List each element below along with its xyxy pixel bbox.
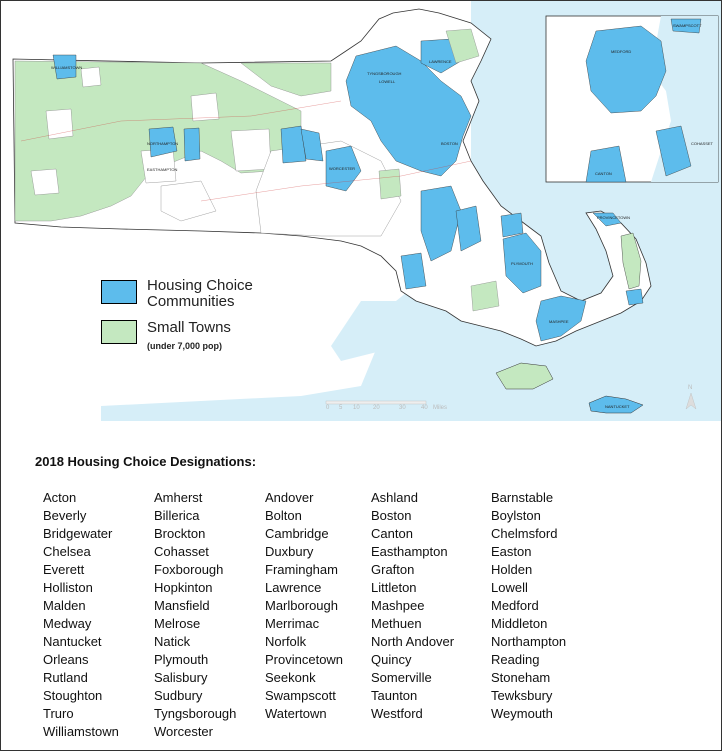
town-name: Middleton xyxy=(491,616,548,631)
town-name: Holliston xyxy=(43,580,93,595)
town-name: Northampton xyxy=(491,634,567,649)
label-easthampton: EASTHAMPTON xyxy=(147,167,178,172)
label-plymouth: PLYMOUTH xyxy=(511,261,533,266)
label-canton: CANTON xyxy=(595,171,612,176)
town-name: Worcester xyxy=(154,724,213,739)
town-name: Holden xyxy=(491,562,533,577)
legend-label-housing-choice-2: Communities xyxy=(147,293,235,310)
town-name: Westford xyxy=(371,706,423,721)
town-name: Tyngsborough xyxy=(154,706,237,721)
town-name: Brockton xyxy=(154,526,206,541)
label-northampton: NORTHAMPTON xyxy=(147,141,179,146)
st-east-2 xyxy=(379,169,401,199)
hc-amherst xyxy=(184,128,200,161)
town-name: Hopkinton xyxy=(154,580,213,595)
town-name: Mansfield xyxy=(154,598,210,613)
scale-label-30: 30 xyxy=(399,405,406,411)
designations-column-4 xyxy=(371,489,454,723)
town-name: Provincetown xyxy=(265,652,344,667)
town-name: Easton xyxy=(491,544,532,559)
town-name: Framingham xyxy=(265,562,338,577)
scale-label-40: 40 xyxy=(421,405,428,411)
town-name: Swampscott xyxy=(265,688,336,703)
town-name: Orleans xyxy=(43,652,89,667)
label-tyngsborough: TYNGSBOROUGH xyxy=(367,71,402,76)
town-name: Amherst xyxy=(154,490,203,505)
label-williamstown: WILLIAMSTOWN xyxy=(51,65,83,70)
scale-label-0: 0 xyxy=(326,405,330,411)
town-name: Boylston xyxy=(491,508,541,523)
town-name: Sudbury xyxy=(154,688,203,703)
town-name: Melrose xyxy=(154,616,201,631)
town-name: Williamstown xyxy=(43,724,119,739)
town-name: North Andover xyxy=(371,634,455,649)
town-name: Duxbury xyxy=(265,544,314,559)
scale-unit: Miles xyxy=(433,405,448,411)
town-name: Chelsea xyxy=(43,544,91,559)
label-lowell: LOWELL xyxy=(379,79,396,84)
designations-title: 2018 Housing Choice Designations: xyxy=(35,454,257,469)
town-name: Weymouth xyxy=(491,706,553,721)
town-name: Barnstable xyxy=(491,490,554,505)
scale-label-20: 20 xyxy=(373,405,380,411)
label-lawrence: LAWRENCE xyxy=(429,59,452,64)
town-name: Chelmsford xyxy=(491,526,558,541)
town-name: Medway xyxy=(43,616,92,631)
designations-column-1 xyxy=(43,489,119,741)
legend-label-small-towns: Small Towns xyxy=(147,319,231,336)
town-name: Easthampton xyxy=(371,544,448,559)
town-name: Stoughton xyxy=(43,688,103,703)
town-name: Foxborough xyxy=(154,562,224,577)
towns-white-1 xyxy=(46,109,73,139)
label-nantucket: NANTUCKET xyxy=(605,404,630,409)
st-east-3 xyxy=(471,281,499,311)
town-name: Lawrence xyxy=(265,580,322,595)
town-name: Andover xyxy=(265,490,314,505)
town-name: Rutland xyxy=(43,670,88,685)
town-name: Acton xyxy=(43,490,77,505)
town-name: Bridgewater xyxy=(43,526,113,541)
town-name: Bolton xyxy=(265,508,302,523)
town-name: Boston xyxy=(371,508,412,523)
legend-swatch-housing-choice xyxy=(101,280,137,304)
town-name: Somerville xyxy=(371,670,432,685)
town-name: Medford xyxy=(491,598,539,613)
designations-column-2 xyxy=(154,489,236,741)
town-name: Watertown xyxy=(265,706,327,721)
label-mashpee: MASHPEE xyxy=(549,319,569,324)
town-name: Marlborough xyxy=(265,598,338,613)
label-cohasset: COHASSET xyxy=(691,141,714,146)
hc-duxbury xyxy=(501,213,523,237)
town-name: Tewksbury xyxy=(491,688,553,703)
towns-white-3 xyxy=(81,67,101,87)
label-worcester: WORCESTER xyxy=(329,166,355,171)
town-name: Cohasset xyxy=(154,544,209,559)
town-name: Plymouth xyxy=(154,652,209,667)
town-name: Malden xyxy=(43,598,86,613)
towns-white-6 xyxy=(231,129,271,171)
north-label: N xyxy=(688,385,693,391)
designations-column-3 xyxy=(265,489,343,723)
town-name: Merrimac xyxy=(265,616,320,631)
town-name: Nantucket xyxy=(43,634,102,649)
town-name: Seekonk xyxy=(265,670,316,685)
town-name: Beverly xyxy=(43,508,87,523)
hc-orleans xyxy=(626,289,643,305)
town-name: Everett xyxy=(43,562,85,577)
town-name: Lowell xyxy=(491,580,528,595)
town-name: Cambridge xyxy=(265,526,329,541)
town-name: Reading xyxy=(491,652,540,667)
scale-label-10: 10 xyxy=(353,405,360,411)
label-provincetown: PROVINCETOWN xyxy=(597,215,631,220)
town-name: Littleton xyxy=(371,580,417,595)
designations-column-5 xyxy=(491,489,566,723)
town-name: Taunton xyxy=(371,688,418,703)
town-name: Canton xyxy=(371,526,413,541)
town-name: Stoneham xyxy=(491,670,551,685)
town-name: Natick xyxy=(154,634,191,649)
scale-bar xyxy=(326,401,426,404)
legend-note-small-towns: (under 7,000 pop) xyxy=(147,341,223,351)
label-medford: MEDFORD xyxy=(611,49,632,54)
towns-white-2 xyxy=(31,169,59,195)
town-name: Methuen xyxy=(371,616,422,631)
town-name: Norfolk xyxy=(265,634,307,649)
scale-label-5: 5 xyxy=(339,405,343,411)
legend-swatch-small-towns xyxy=(101,320,137,344)
inset-canton xyxy=(586,146,626,182)
town-name: Quincy xyxy=(371,652,412,667)
town-name: Salisbury xyxy=(154,670,208,685)
towns-white-7 xyxy=(191,93,219,121)
label-boston: BOSTON xyxy=(441,141,458,146)
town-name: Truro xyxy=(43,706,74,721)
label-swampscott: SWAMPSCOTT xyxy=(673,23,702,28)
town-name: Billerica xyxy=(154,508,200,523)
legend-label-housing-choice-1: Housing Choice xyxy=(147,277,253,294)
map-legend xyxy=(101,277,341,367)
town-name: Grafton xyxy=(371,562,415,577)
town-name: Ashland xyxy=(371,490,418,505)
town-name: Mashpee xyxy=(371,598,425,613)
